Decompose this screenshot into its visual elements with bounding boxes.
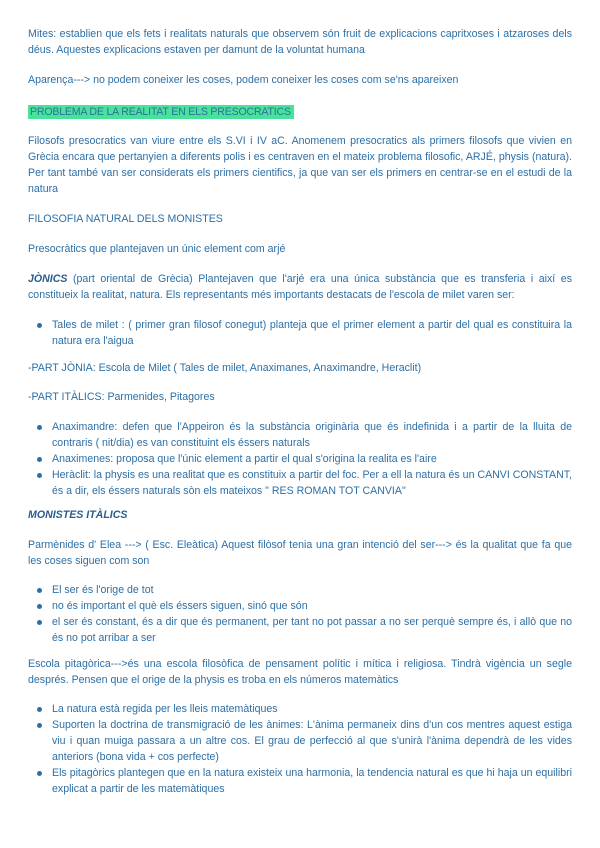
bullet-icon	[37, 620, 42, 625]
list-item: el ser és constant, és a dir que és permanent, per tant no pot passar a no ser perquè sempre és, i allò que no és no pot arribar a ser	[28, 614, 572, 646]
bullet-icon	[37, 425, 42, 430]
bullet-icon	[37, 323, 42, 328]
list-item: El ser és l'orige de tot	[28, 582, 572, 598]
bullet-icon	[37, 588, 42, 593]
jonics-list	[28, 317, 572, 349]
bullet-icon	[37, 473, 42, 478]
list-item: Els pitagòrics plantegen que en la natura existeix una harmonia, la tendencia natural es que hi haja un equilibri explicat a partir de les matemàtiques	[28, 765, 572, 797]
bullet-icon	[37, 707, 42, 712]
section-heading-highlight: PROBLEMA DE LA REALITAT EN ELS PRESOCRATICS	[28, 105, 294, 119]
bullet-icon	[37, 604, 42, 609]
jonics-paragraph	[28, 271, 572, 303]
mites-paragraph: Mites: establien que els fets i realitats naturals que observem són fruit de explicacions capritxoses i atzaroses dels déus. Aquestes explicacions estaven per damunt de la voluntat humana	[28, 28, 572, 56]
philosophers-list	[28, 419, 572, 499]
list-item: Anaximandre: defen que l'Appeiron és la substància originària que és indefinida i a partir de la lluita de contraris ( nit/dia) es van constituint els éssers naturals	[28, 419, 572, 451]
aparenca-paragraph: Aparença---> no podem coneixer les coses, podem coneixer les coses com se'ns apareixen	[28, 74, 459, 86]
list-item: Tales de milet : ( primer gran filosof conegut) planteja que el primer element a partir del qual es constituira la natura era l'aigua	[28, 317, 572, 349]
parmenides-paragraph: Parmènides d' Elea ---> ( Esc. Eleàtica) Aquest filòsof tenia una gran intenció del ser---> és la qualitat que fa que les coses siguen com son	[28, 539, 572, 567]
section-heading	[28, 104, 572, 120]
list-item: Heràclit: la physis es una realitat que es constituix a partir del foc. Per a ell la natura és un CANVI CONSTANT, és a dir, els éssers naturals sòn els mateixos " RES ROMAN TOT CANVIA"	[28, 467, 572, 499]
ser-list	[28, 582, 572, 646]
filosofs-paragraph: Filosofs presocratics van viure entre els S.VI i IV aC. Anomenem presocratics als primers filosofs que vivien en Grècia encara que pertanyien a diferents polis i es centraven en el mateix problema filosofic, ARJÉ, physis (natura). Per tant també van ser considerats els primers cientifics, ja que van ser els primers en centrar-se en el estudi de la natura	[28, 135, 572, 195]
presocratics-arje-paragraph: Presocràtics que plantejaven un únic element com arjé	[28, 243, 286, 255]
jonics-label: JÒNICS	[28, 273, 68, 285]
list-item: La natura està regida per les lleis matemàtiques	[28, 701, 572, 717]
list-item: no és important el què els éssers siguen, sinó que són	[28, 598, 572, 614]
bullet-icon	[37, 457, 42, 462]
filosofia-natural-heading: FILOSOFIA NATURAL DELS MONISTES	[28, 213, 223, 225]
bullet-icon	[37, 723, 42, 728]
bullet-icon	[37, 771, 42, 776]
list-item: Suporten la doctrina de transmigració de les ànimes: L'ànima permaneix dins d'un cos mentres aquest estiga viu i quan muiga passara a un altre cos. El grau de perfecció al que s'unirà l'ànima dependrà de les vides anteriors (bona vida + cos perfecte)	[28, 717, 572, 765]
list-item: Anaximenes: proposa que l'únic element a partir el qual s'origina la realita es l'aire	[28, 451, 572, 467]
escola-pitagorica-paragraph: Escola pitagòrica--->és una escola filosòfica de pensament polític i mítica i religiosa. Tindrà vigència un segle després. Pensen que el orige de la physis es troba en els números matemàtics	[28, 658, 572, 686]
part-jonia-paragraph: -PART JÒNIA: Escola de Milet ( Tales de milet, Anaximanes, Anaximandre, Heraclit)	[28, 362, 422, 374]
jonics-text: (part oriental de Grècia) Plantejaven que l'arjé era una única substància que es transferia i així es constitueix la realitat, natura. Els representants més importants destacats de l'escola de milet varen ser:	[28, 273, 572, 301]
pitagorics-list	[28, 701, 572, 797]
part-italics-paragraph: -PART ITÀLICS: Parmenides, Pitagores	[28, 391, 215, 403]
monistes-italics-heading: MONISTES ITÀLICS	[28, 509, 128, 521]
